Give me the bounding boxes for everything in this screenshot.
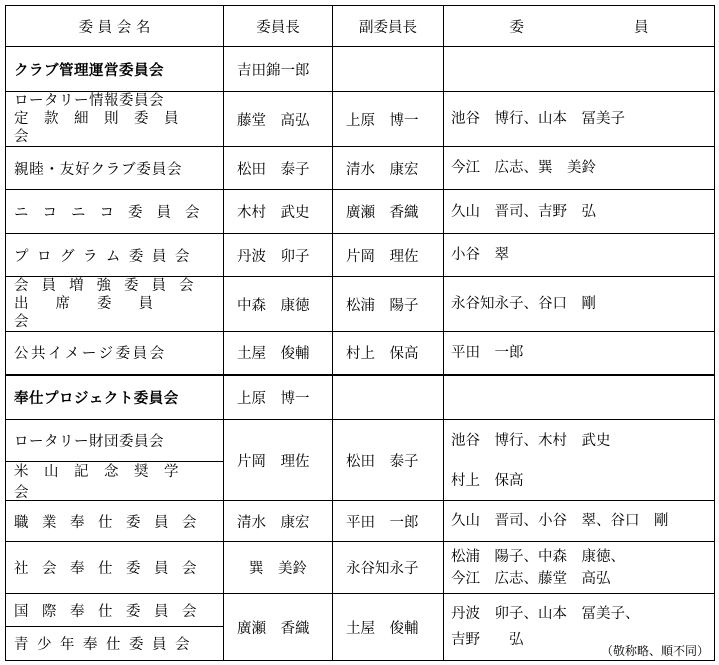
header-members-part-2: 員 <box>634 19 649 36</box>
chair-name: 巽 美鈴 <box>224 542 333 594</box>
committee-name: 奉仕プロジェクト委員会 <box>6 375 224 420</box>
chair-name: 中森 康徳 <box>224 277 333 332</box>
header-chair: 委員長 <box>224 6 333 47</box>
chair-name: 廣瀬 香織 <box>224 594 333 661</box>
member-names: 平田 一郎 <box>444 332 715 375</box>
member-names: 久山 晋司、小谷 翠、谷口 剛 <box>444 501 715 542</box>
committee-name: 職業奉仕委員会 <box>6 501 224 542</box>
committee-name-line: 出席委員会 <box>14 296 180 330</box>
member-names: 永谷知永子、谷口 剛 <box>444 277 715 332</box>
committee-name-bottom: 青少年奉仕委員会 <box>14 637 198 653</box>
member-names: 小谷 翠 <box>444 234 715 277</box>
vice-chair-name: 村上 保高 <box>333 332 444 375</box>
member-names: 丹波 卯子、山本 冨美子、 吉野 弘 <box>444 594 715 661</box>
chair-name: 木村 武史 <box>224 190 333 234</box>
member-names <box>444 420 715 501</box>
table-row <box>6 501 715 542</box>
committee-name: クラブ管理運営委員会 <box>6 47 224 92</box>
committee-name: プログラム委員会 <box>6 234 224 277</box>
vice-chair-name: 松田 泰子 <box>333 420 444 501</box>
committee-name-top: 国際奉仕委員会 <box>6 594 223 627</box>
table-row <box>6 277 715 332</box>
header-committee-name: 委 員 会 名 <box>6 6 224 47</box>
table-row <box>6 332 715 375</box>
vice-chair-name: 土屋 俊輔 <box>333 594 444 661</box>
header-members <box>444 6 715 47</box>
committee-name-top: ロータリー財団委員会 <box>6 420 223 462</box>
table-row <box>6 420 715 501</box>
member-names: 久山 晋司、吉野 弘 <box>444 190 715 234</box>
committee-name-bottom: 米山記念奨学会 <box>14 464 194 501</box>
member-names: 松浦 陽子、中森 康徳、 今江 広志、藤堂 高弘 <box>444 542 715 594</box>
table-row <box>6 92 715 147</box>
vice-chair-name: 松浦 陽子 <box>333 277 444 332</box>
table-row <box>6 190 715 234</box>
vice-chair-name: 永谷知永子 <box>333 542 444 594</box>
chair-name: 丹波 卯子 <box>224 234 333 277</box>
member-names <box>444 47 715 92</box>
vice-chair-name: 平田 一郎 <box>333 501 444 542</box>
vice-chair-name: 片岡 理佐 <box>333 234 444 277</box>
table-row <box>6 542 715 594</box>
committee-name-line: ロータリー情報委員会 <box>14 93 164 109</box>
header-vice-chair: 副委員長 <box>333 6 444 47</box>
vice-chair-name: 廣瀬 香織 <box>333 190 444 234</box>
committee-name: ニコニコ委員会 <box>6 190 224 234</box>
member-names-bottom: 村上 保高 <box>451 472 524 489</box>
vice-chair-name: 上原 博一 <box>333 92 444 147</box>
committee-name: 公共イメージ委員会 <box>6 332 224 375</box>
committee-name-line: 定款細則委員会 <box>14 111 194 145</box>
table-row <box>6 234 715 277</box>
committee-name: 社会奉仕委員会 <box>6 542 224 594</box>
member-names: 池谷 博行、山本 冨美子 <box>444 92 715 147</box>
vice-chair-name: 清水 康宏 <box>333 147 444 190</box>
committee-name <box>6 594 224 661</box>
header-row <box>6 6 715 47</box>
chair-name: 片岡 理佐 <box>224 420 333 501</box>
vice-chair-name <box>333 375 444 420</box>
chair-name: 清水 康宏 <box>224 501 333 542</box>
committee-name <box>6 277 224 332</box>
member-names: 今江 広志、巽 美鈴 <box>444 147 715 190</box>
table-row <box>6 47 715 92</box>
header-members-part-1: 委 <box>509 19 524 36</box>
chair-name: 上原 博一 <box>224 375 333 420</box>
chair-name: 土屋 俊輔 <box>224 332 333 375</box>
member-names <box>444 375 715 420</box>
member-names-top: 池谷 博行、木村 武史 <box>451 433 611 449</box>
table-row <box>6 147 715 190</box>
vice-chair-name <box>333 47 444 92</box>
chair-name: 藤堂 高弘 <box>224 92 333 147</box>
footnote: （敬称略、順不同） <box>600 644 709 658</box>
chair-name: 松田 泰子 <box>224 147 333 190</box>
committee-name-line: 会員増強委員会 <box>14 278 207 294</box>
table-row <box>6 375 715 420</box>
committee-name: 親睦・友好クラブ委員会 <box>6 147 224 190</box>
committee-name <box>6 92 224 147</box>
committee-roster-table <box>5 5 715 661</box>
committee-name <box>6 420 224 501</box>
chair-name: 吉田錦一郎 <box>224 47 333 92</box>
